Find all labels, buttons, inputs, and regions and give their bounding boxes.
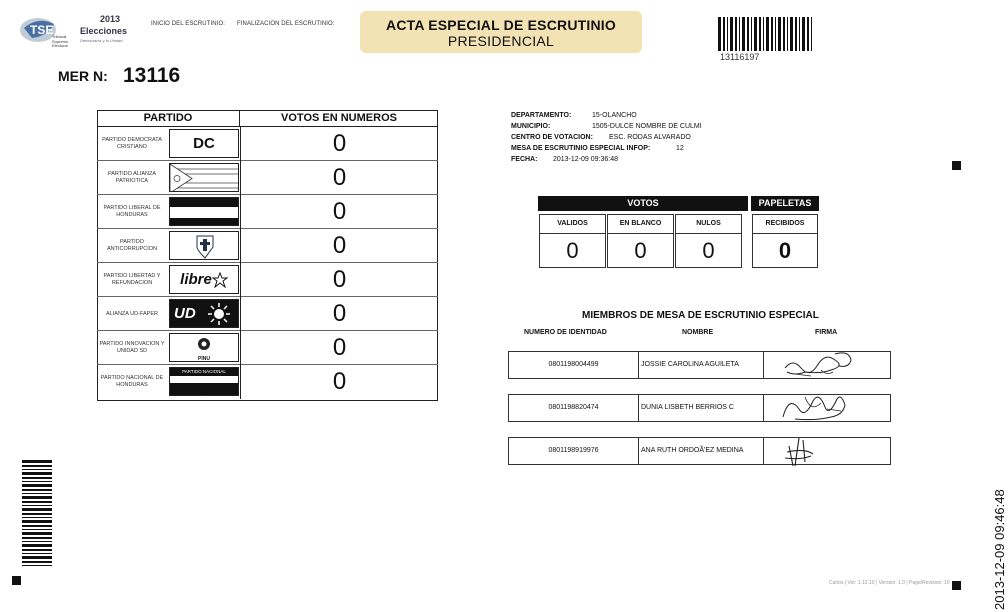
- member-id: 0801198919976: [509, 438, 639, 464]
- centro-label: CENTRO DE VOTACION:: [511, 134, 593, 141]
- recibidos-cell: [752, 214, 818, 268]
- svg-text:TSE: TSE: [30, 23, 54, 37]
- svg-text:Electoral: Electoral: [52, 43, 68, 48]
- col-id-header: NUMERO DE IDENTIDAD: [524, 329, 607, 336]
- party-name: PARTIDO INNOVACION Y UNIDAD SD: [99, 341, 165, 354]
- registration-mark: [12, 576, 21, 585]
- title-line2: PRESIDENCIAL: [447, 33, 555, 49]
- signature: [765, 346, 875, 384]
- info-departamento: [511, 112, 571, 119]
- barcode-side: [22, 460, 52, 566]
- blanco-cell: [607, 214, 674, 268]
- party-row: [97, 161, 438, 195]
- dc-logo: [169, 129, 239, 158]
- departamento-value: 15-OLANCHO: [592, 112, 637, 119]
- footer-note: Carlos | Ver: 1.12.10 | Version: 1.0 | Page/Revision: 10: [829, 580, 950, 586]
- ud-logo-text: UD: [174, 305, 196, 322]
- validos-cell: [539, 214, 606, 268]
- centro-value: ESC. RODAS ALVARADO: [609, 134, 691, 141]
- side-timestamp: 2013-12-09 09:46:48: [992, 489, 1007, 610]
- papeletas-header: PAPELETAS: [751, 196, 819, 211]
- member-row: [508, 437, 891, 465]
- elections-logo-year: 2013: [100, 14, 121, 24]
- libre-logo-text: libre: [180, 271, 212, 288]
- blanco-value: 0: [634, 238, 647, 263]
- registration-mark: [952, 581, 961, 590]
- member-id: 0801198004499: [509, 352, 639, 378]
- party-votes: 0: [240, 297, 438, 331]
- title-line1: ACTA ESPECIAL DE ESCRUTINIO: [386, 17, 616, 33]
- mesa-value: 12: [676, 145, 684, 152]
- member-name: JOSSIE CAROLINA AGUILETA: [638, 352, 764, 378]
- party-votes: 0: [240, 127, 438, 161]
- party-votes: 0: [240, 195, 438, 229]
- nulos-cell: [675, 214, 742, 268]
- nulos-label: NULOS: [676, 215, 741, 234]
- party-name: PARTIDO LIBERAL DE HONDURAS: [103, 205, 161, 218]
- party-name: PARTIDO LIBERTAD Y REFUNDACION: [103, 273, 161, 286]
- col-name-header: NOMBRE: [682, 329, 714, 336]
- signature: [765, 389, 875, 427]
- party-votes: 0: [240, 263, 438, 297]
- member-name: ANA RUTH ORDOÃ'EZ MEDINA: [638, 438, 764, 464]
- party-votes: 0: [240, 365, 438, 399]
- col-firma-header: FIRMA: [815, 329, 838, 336]
- barcode-number: 13116197: [720, 52, 760, 62]
- validos-label: VALIDOS: [540, 215, 605, 234]
- col-votos-header: VOTOS EN NUMEROS: [240, 110, 438, 127]
- finalizacion-label: FINALIZACION DEL ESCRUTINIO:: [237, 21, 335, 27]
- mer-number: 13116: [123, 64, 181, 87]
- mesa-label: MESA DE ESCRUTINIO ESPECIAL INFOP:: [511, 145, 651, 152]
- member-row: [508, 394, 891, 422]
- elections-logo-word: Elecciones: [80, 26, 128, 36]
- registration-mark: [952, 161, 961, 170]
- libre-logo: [169, 265, 239, 294]
- nacional-star-logo: [169, 367, 239, 396]
- col-partido-header: PARTIDO: [97, 110, 240, 127]
- mer-label: MER N:: [58, 68, 108, 84]
- member-id: 0801198820474: [509, 395, 639, 421]
- party-row: [97, 195, 438, 229]
- party-name: PARTIDO ALIANZA PATRIOTICA: [107, 171, 157, 184]
- recibidos-label: RECIBIDOS: [753, 215, 817, 234]
- party-row: [97, 331, 438, 365]
- info-mesa: [511, 145, 650, 152]
- signature: [765, 432, 875, 470]
- party-row: [97, 127, 438, 161]
- sun-icon: [204, 302, 234, 326]
- votos-header: VOTOS: [538, 196, 748, 211]
- party-votes: 0: [240, 331, 438, 365]
- document-title: [360, 11, 642, 53]
- pinu-logo: [169, 333, 239, 362]
- departamento-label: DEPARTAMENTO:: [511, 112, 572, 119]
- pac-shield-logo: [169, 231, 239, 260]
- star-icon: [212, 272, 228, 288]
- party-row: [97, 365, 438, 399]
- svg-text:Tribunal: Tribunal: [52, 34, 67, 39]
- member-row: [508, 351, 891, 379]
- recibidos-value: 0: [778, 238, 792, 263]
- nacional-logo-text: PARTIDO NACIONAL: [182, 369, 226, 374]
- member-name: DUNIA LISBETH BERRIOS C: [638, 395, 764, 421]
- party-name: PARTIDO NACIONAL DE HONDURAS: [100, 375, 164, 388]
- elections-logo-tagline: Democracia y la Unidad: [80, 38, 123, 43]
- barcode-top: [718, 17, 814, 51]
- party-name: ALIANZA UD-FAPER: [106, 310, 158, 317]
- liberal-stripes-logo: [169, 197, 239, 226]
- party-votes: 0: [240, 161, 438, 195]
- party-row: [97, 263, 438, 297]
- fecha-value: 2013-12-09 09:36:48: [553, 156, 618, 163]
- info-fecha: [511, 156, 537, 163]
- svg-text:Supremo: Supremo: [52, 39, 69, 44]
- inicio-label: INICIO DEL ESCRUTINIO:: [151, 21, 225, 27]
- ud-logo: [169, 299, 239, 328]
- alianza-flag-logo: [169, 163, 239, 192]
- municipio-value: 1505-DULCE NOMBRE DE CULMI: [592, 123, 702, 130]
- barcode-side-label: [8, 460, 16, 500]
- members-title: MIEMBROS DE MESA DE ESCRUTINIO ESPECIAL: [582, 310, 819, 321]
- party-row: [97, 297, 438, 331]
- party-name: PARTIDO ANTICORRUPCION: [106, 239, 158, 252]
- star-icon: [198, 384, 210, 396]
- validos-value: 0: [566, 238, 579, 263]
- pinu-emblem-icon: [197, 337, 211, 351]
- info-municipio: [511, 123, 550, 130]
- tse-logo: [18, 14, 70, 48]
- blanco-label: EN BLANCO: [608, 215, 673, 234]
- party-row: [97, 229, 438, 263]
- info-centro: [511, 134, 593, 141]
- fecha-label: FECHA:: [511, 156, 538, 163]
- dc-logo-text: DC: [193, 135, 215, 152]
- nulos-value: 0: [702, 238, 715, 263]
- party-votes: 0: [240, 229, 438, 263]
- party-name: PARTIDO DEMOCRATA CRISTIANO: [102, 137, 162, 150]
- pinu-logo-text: PINU: [198, 356, 210, 362]
- municipio-label: MUNICIPIO:: [511, 123, 551, 130]
